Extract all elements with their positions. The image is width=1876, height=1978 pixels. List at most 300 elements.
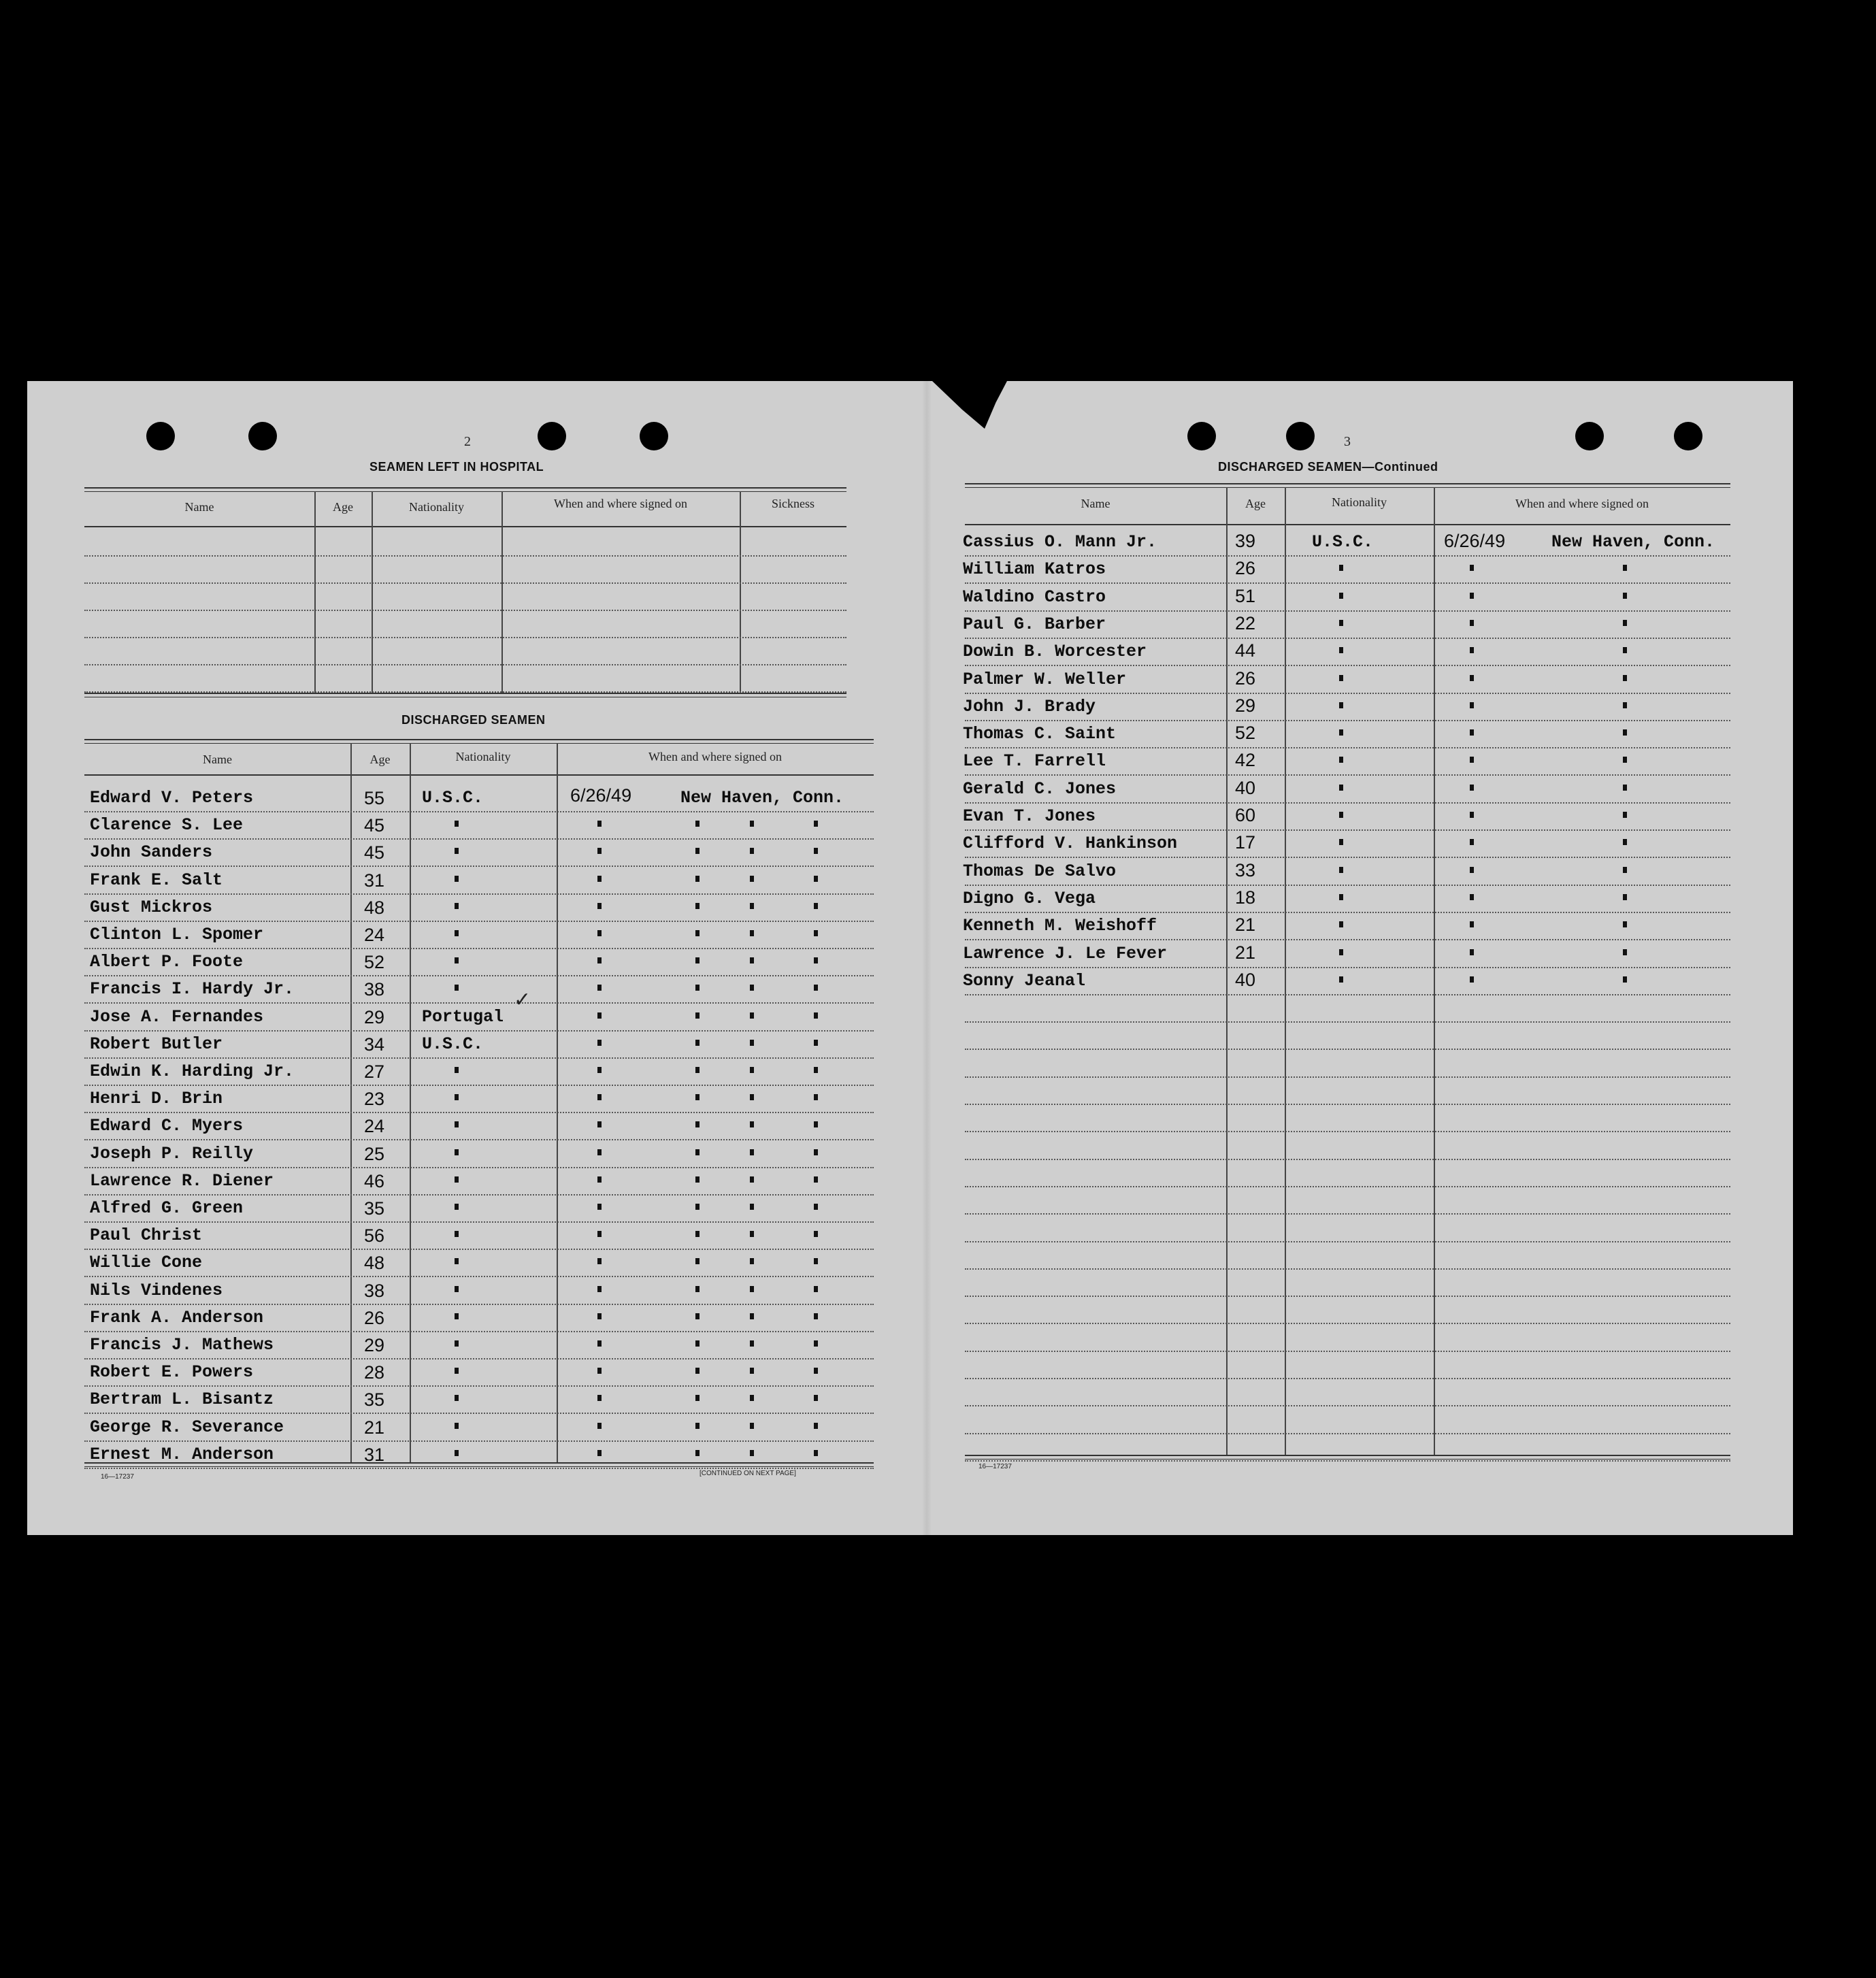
hospital-col-divider <box>372 491 373 693</box>
seaman-name: Paul Christ <box>90 1225 203 1246</box>
ditto-mark <box>1339 647 1343 653</box>
table-row-line <box>965 1049 1730 1050</box>
seaman-name: Sonny Jeanal <box>963 970 1086 991</box>
ditto-mark <box>814 848 818 854</box>
seaman-name: Nils Vindenes <box>90 1280 223 1300</box>
page-fold <box>922 381 932 1535</box>
table-row-line <box>965 939 1730 940</box>
discharged-col-name: Name <box>203 753 232 766</box>
seaman-age: 21 <box>364 1417 385 1438</box>
ditto-mark <box>814 876 818 882</box>
seaman-name: Alfred G. Green <box>90 1198 244 1218</box>
discharged-col-age: Age <box>369 753 391 766</box>
signed-on-date: 6/26/49 <box>1444 531 1506 551</box>
ditto-mark <box>1623 729 1627 736</box>
ditto-mark <box>455 1313 459 1319</box>
seaman-name: Gerald C. Jones <box>963 778 1117 799</box>
hospital-col-age: Age <box>333 500 353 514</box>
discharged-continued-title: DISCHARGED SEAMEN—Continued <box>1218 460 1438 474</box>
ditto-mark <box>814 1286 818 1292</box>
ditto-mark <box>695 1121 700 1127</box>
ditto-mark <box>750 1258 754 1264</box>
seaman-age: 38 <box>364 1280 385 1301</box>
table-row-line <box>84 811 874 812</box>
ditto-mark <box>455 1450 459 1456</box>
ditto-mark <box>597 1040 602 1046</box>
seaman-age: 56 <box>364 1225 385 1247</box>
table-row-line <box>84 838 874 840</box>
ditto-mark <box>695 1204 700 1210</box>
seaman-name: Joseph P. Reilly <box>90 1143 254 1164</box>
ditto-mark <box>597 1450 602 1456</box>
seaman-age: 38 <box>364 979 385 1000</box>
ditto-mark <box>597 821 602 827</box>
seaman-age: 40 <box>1235 777 1256 798</box>
ditto-mark <box>1470 949 1474 955</box>
table-row-line <box>965 1296 1730 1297</box>
seaman-name: Frank E. Salt <box>90 870 223 890</box>
seaman-nationality: U.S.C. <box>422 1034 484 1054</box>
table-row-line <box>965 912 1730 913</box>
punch-hole <box>1286 422 1315 450</box>
ditto-mark <box>597 848 602 854</box>
hospital-col-nationality: Nationality <box>409 500 464 514</box>
signed-on-date: 6/26/49 <box>570 785 632 806</box>
table-row-line <box>84 1002 874 1004</box>
hospital-col-sickness: Sickness <box>772 497 814 510</box>
seaman-name: Evan T. Jones <box>963 806 1096 826</box>
ditto-mark <box>1339 976 1343 983</box>
ditto-mark <box>1470 894 1474 900</box>
ditto-mark <box>814 1067 818 1073</box>
ditto-mark <box>750 1204 754 1210</box>
table-row-line <box>965 747 1730 748</box>
ditto-mark <box>750 1121 754 1127</box>
hospital-col-divider <box>314 491 316 693</box>
punch-hole <box>538 422 566 450</box>
table-row-line <box>965 1405 1730 1406</box>
discharged-section-title: DISCHARGED SEAMEN <box>401 713 546 727</box>
ditto-mark <box>1470 839 1474 845</box>
ditto-mark <box>1339 757 1343 763</box>
right-col-divider <box>1434 487 1435 1455</box>
seaman-age: 29 <box>364 1006 385 1027</box>
right-table-bottom-rule <box>965 1455 1730 1460</box>
ditto-mark <box>597 1149 602 1155</box>
ditto-mark <box>814 1368 818 1374</box>
hospital-row-line <box>84 555 846 557</box>
seaman-name: Kenneth M. Weishoff <box>963 916 1157 936</box>
discharged-col-divider <box>410 743 411 1462</box>
seaman-age: 44 <box>1235 640 1256 661</box>
document-sheet <box>27 381 1793 1535</box>
ditto-mark <box>750 1176 754 1183</box>
ditto-mark <box>1339 894 1343 900</box>
ditto-mark <box>1470 565 1474 571</box>
punch-hole <box>1575 422 1604 450</box>
ditto-mark <box>1623 839 1627 845</box>
ditto-mark <box>695 1450 700 1456</box>
right-col-divider <box>1226 487 1228 1455</box>
seaman-name: Gust Mickros <box>90 897 213 917</box>
ditto-mark <box>814 957 818 963</box>
discharged-header-rule <box>84 774 874 776</box>
seaman-age: 29 <box>1235 695 1256 716</box>
ditto-mark <box>695 1368 700 1374</box>
ditto-mark <box>750 903 754 909</box>
ditto-mark <box>1470 729 1474 736</box>
ditto-mark <box>814 930 818 936</box>
seaman-name: Francis I. Hardy Jr. <box>90 979 295 1000</box>
discharged-col-divider <box>557 743 558 1462</box>
table-row-line <box>84 1057 874 1059</box>
ditto-mark <box>750 876 754 882</box>
ditto-mark <box>750 1067 754 1073</box>
hospital-col-divider <box>740 491 741 693</box>
seaman-age: 40 <box>1235 969 1256 990</box>
ditto-mark <box>814 1121 818 1127</box>
ditto-mark <box>597 1340 602 1347</box>
ditto-mark <box>597 1121 602 1127</box>
punch-hole <box>248 422 277 450</box>
ditto-mark <box>1470 702 1474 708</box>
table-row-line <box>965 1104 1730 1105</box>
ditto-mark <box>1339 729 1343 736</box>
seaman-name: Cassius O. Mann Jr. <box>963 532 1157 552</box>
ditto-mark <box>1623 647 1627 653</box>
right-table-top-rule <box>965 483 1730 488</box>
table-row-line <box>965 1021 1730 1023</box>
ditto-mark <box>455 1176 459 1183</box>
ditto-mark <box>597 1423 602 1429</box>
ditto-mark <box>1623 757 1627 763</box>
ditto-mark <box>750 1012 754 1019</box>
ditto-mark <box>1623 976 1627 983</box>
ditto-mark <box>750 1313 754 1319</box>
ditto-mark <box>455 1286 459 1292</box>
table-row-line <box>965 1213 1730 1215</box>
ditto-mark <box>455 821 459 827</box>
seaman-age: 26 <box>364 1307 385 1328</box>
ditto-mark <box>750 1094 754 1100</box>
table-row-line <box>84 1440 874 1442</box>
ditto-mark <box>455 1149 459 1155</box>
ditto-mark <box>695 1258 700 1264</box>
ditto-mark <box>597 1231 602 1237</box>
page-number-right: 3 <box>1344 434 1351 449</box>
ditto-mark <box>455 876 459 882</box>
hospital-table-bottom-rule <box>84 693 846 697</box>
seaman-name: Edwin K. Harding Jr. <box>90 1061 295 1081</box>
table-row-line <box>965 638 1730 639</box>
ditto-mark <box>750 1423 754 1429</box>
seaman-age: 51 <box>1235 585 1256 606</box>
ditto-mark <box>1470 675 1474 681</box>
seaman-age: 34 <box>364 1034 385 1055</box>
seaman-name: Francis J. Mathews <box>90 1335 274 1355</box>
hospital-col-name: Name <box>184 500 214 514</box>
table-row-line <box>965 829 1730 831</box>
ditto-mark <box>1470 593 1474 599</box>
table-row-line <box>84 1413 874 1414</box>
seaman-age: 39 <box>1235 531 1256 551</box>
seaman-age: 27 <box>364 1061 385 1082</box>
punch-hole <box>640 422 668 450</box>
discharged-col-signed-on: When and where signed on <box>648 750 782 763</box>
ditto-mark <box>597 1204 602 1210</box>
ditto-mark <box>1470 785 1474 791</box>
seaman-name: Waldino Castro <box>963 587 1106 607</box>
ditto-mark <box>814 821 818 827</box>
check-mark: ✓ <box>514 988 531 1011</box>
ditto-mark <box>1470 757 1474 763</box>
seaman-name: Robert Butler <box>90 1034 223 1054</box>
ditto-mark <box>750 848 754 854</box>
ditto-mark <box>1623 785 1627 791</box>
table-row-line <box>965 885 1730 886</box>
ditto-mark <box>695 930 700 936</box>
table-row-line <box>965 1323 1730 1324</box>
ditto-mark <box>1623 949 1627 955</box>
ditto-mark <box>1623 702 1627 708</box>
ditto-mark <box>695 1340 700 1347</box>
ditto-mark <box>695 957 700 963</box>
seaman-age: 60 <box>1235 805 1256 825</box>
seaman-age: 25 <box>364 1143 385 1164</box>
right-col-divider <box>1285 487 1286 1455</box>
ditto-mark <box>814 1423 818 1429</box>
table-row-line <box>965 1460 1730 1462</box>
table-row-line <box>84 1468 874 1469</box>
ditto-mark <box>455 1340 459 1347</box>
seaman-name: Bertram L. Bisantz <box>90 1389 274 1410</box>
seaman-nationality: Portugal <box>422 1006 504 1027</box>
ditto-mark <box>1623 620 1627 626</box>
ditto-mark <box>597 1313 602 1319</box>
seaman-age: 48 <box>364 897 385 918</box>
table-row-line <box>965 774 1730 776</box>
hospital-col-divider <box>501 491 503 693</box>
seaman-name: George R. Severance <box>90 1417 284 1437</box>
table-row-line <box>84 948 874 949</box>
ditto-mark <box>695 1231 700 1237</box>
table-row-line <box>84 1221 874 1223</box>
table-row-line <box>84 1112 874 1113</box>
table-row-line <box>965 967 1730 968</box>
table-row-line <box>84 1030 874 1032</box>
ditto-mark <box>1623 921 1627 927</box>
ditto-mark <box>597 876 602 882</box>
ditto-mark <box>597 1286 602 1292</box>
ditto-mark <box>750 957 754 963</box>
seaman-name: Thomas De Salvo <box>963 861 1117 881</box>
seaman-age: 26 <box>1235 558 1256 579</box>
seaman-age: 48 <box>364 1253 385 1274</box>
ditto-mark <box>1339 702 1343 708</box>
seaman-name: Robert E. Powers <box>90 1362 254 1383</box>
seaman-name: Lawrence J. Le Fever <box>963 943 1168 963</box>
table-row-line <box>84 1249 874 1250</box>
hospital-row-line <box>84 637 846 638</box>
table-row-line <box>965 857 1730 858</box>
ditto-mark <box>1470 867 1474 873</box>
table-row-line <box>965 1241 1730 1242</box>
table-row-line <box>965 665 1730 666</box>
seaman-age: 18 <box>1235 887 1256 908</box>
ditto-mark <box>597 1258 602 1264</box>
ditto-mark <box>1470 921 1474 927</box>
ditto-mark <box>1623 867 1627 873</box>
seaman-name: Frank A. Anderson <box>90 1307 264 1328</box>
ditto-mark <box>1339 839 1343 845</box>
ditto-mark <box>814 1258 818 1264</box>
seaman-name: Dowin B. Worcester <box>963 642 1147 662</box>
seaman-name: Jose A. Fernandes <box>90 1006 264 1027</box>
seaman-name: Clinton L. Spomer <box>90 925 264 944</box>
seaman-age: 21 <box>1235 914 1256 936</box>
ditto-mark <box>1623 812 1627 818</box>
seaman-age: 45 <box>364 815 385 836</box>
ditto-mark <box>455 985 459 991</box>
ditto-mark <box>814 1012 818 1019</box>
ditto-mark <box>750 1040 754 1046</box>
ditto-mark <box>455 930 459 936</box>
ditto-mark <box>455 903 459 909</box>
table-row-line <box>84 1167 874 1168</box>
seaman-name: Digno G. Vega <box>963 888 1096 908</box>
ditto-mark <box>695 903 700 909</box>
ditto-mark <box>814 1149 818 1155</box>
ditto-mark <box>695 1313 700 1319</box>
table-row-line <box>965 1159 1730 1160</box>
table-row-line <box>965 1351 1730 1352</box>
seaman-age: 29 <box>364 1335 385 1355</box>
hospital-row-line <box>84 664 846 665</box>
table-row-line <box>965 1433 1730 1434</box>
continued-note: [CONTINUED ON NEXT PAGE] <box>700 1470 796 1477</box>
ditto-mark <box>695 848 700 854</box>
ditto-mark <box>597 985 602 991</box>
right-col-name: Name <box>1081 497 1110 510</box>
ditto-mark <box>814 903 818 909</box>
seaman-nationality: U.S.C. <box>1312 532 1374 552</box>
ditto-mark <box>750 1231 754 1237</box>
table-row-line <box>84 1358 874 1359</box>
seaman-age: 22 <box>1235 612 1256 633</box>
ditto-mark <box>455 1368 459 1374</box>
ditto-mark <box>455 1231 459 1237</box>
table-row-line <box>84 1385 874 1387</box>
ditto-mark <box>750 1368 754 1374</box>
ditto-mark <box>814 1313 818 1319</box>
ditto-mark <box>750 1395 754 1401</box>
ditto-mark <box>455 1423 459 1429</box>
hospital-row-line <box>84 691 846 693</box>
ditto-mark <box>695 821 700 827</box>
ditto-mark <box>1623 894 1627 900</box>
ditto-mark <box>814 1040 818 1046</box>
ditto-mark <box>814 1176 818 1183</box>
seaman-age: 42 <box>1235 750 1256 771</box>
punch-hole <box>1187 422 1216 450</box>
table-row-line <box>965 720 1730 721</box>
signed-on-place: New Haven, Conn. <box>680 788 844 808</box>
paper-tear <box>932 381 1007 429</box>
ditto-mark <box>455 1204 459 1210</box>
seaman-age: 31 <box>364 1444 385 1465</box>
seaman-age: 21 <box>1235 942 1256 963</box>
ditto-mark <box>814 1204 818 1210</box>
table-row-line <box>965 1268 1730 1270</box>
table-row-line <box>84 1139 874 1140</box>
right-col-nationality: Nationality <box>1332 495 1387 509</box>
table-row-line <box>84 1304 874 1305</box>
seaman-name: Edward V. Peters <box>90 788 254 808</box>
ditto-mark <box>750 1286 754 1292</box>
seaman-age: 35 <box>364 1389 385 1411</box>
ditto-mark <box>597 957 602 963</box>
ditto-mark <box>750 1450 754 1456</box>
ditto-mark <box>814 1231 818 1237</box>
ditto-mark <box>695 1149 700 1155</box>
table-row-line <box>965 1076 1730 1078</box>
ditto-mark <box>695 1067 700 1073</box>
right-header-rule <box>965 524 1730 525</box>
ditto-mark <box>750 821 754 827</box>
ditto-mark <box>597 1368 602 1374</box>
hospital-header-rule <box>84 526 846 527</box>
form-number-right: 16—17237 <box>978 1463 1012 1470</box>
seaman-age: 17 <box>1235 832 1256 853</box>
punch-hole <box>146 422 175 450</box>
table-row-line <box>84 921 874 922</box>
ditto-mark <box>1470 812 1474 818</box>
form-number-left: 16—17237 <box>101 1473 134 1481</box>
ditto-mark <box>597 1094 602 1100</box>
seaman-name: Lawrence R. Diener <box>90 1170 274 1191</box>
ditto-mark <box>1339 593 1343 599</box>
ditto-mark <box>1623 675 1627 681</box>
ditto-mark <box>597 1176 602 1183</box>
hospital-col-signed-on: When and where signed on <box>554 497 687 510</box>
seaman-name: Lee T. Farrell <box>963 751 1106 772</box>
seaman-name: Henri D. Brin <box>90 1089 223 1109</box>
ditto-mark <box>1339 867 1343 873</box>
right-col-signed-on: When and where signed on <box>1515 497 1649 510</box>
ditto-mark <box>455 1094 459 1100</box>
ditto-mark <box>695 1040 700 1046</box>
ditto-mark <box>695 1176 700 1183</box>
ditto-mark <box>814 985 818 991</box>
seaman-age: 45 <box>364 842 385 863</box>
ditto-mark <box>814 1395 818 1401</box>
ditto-mark <box>814 1094 818 1100</box>
ditto-mark <box>695 1094 700 1100</box>
ditto-mark <box>695 1395 700 1401</box>
ditto-mark <box>455 1121 459 1127</box>
ditto-mark <box>1339 812 1343 818</box>
hospital-table-top-rule <box>84 487 846 492</box>
ditto-mark <box>695 1423 700 1429</box>
seaman-name: Paul G. Barber <box>963 614 1106 634</box>
ditto-mark <box>1339 675 1343 681</box>
seaman-age: 24 <box>364 1116 385 1137</box>
table-row-line <box>965 693 1730 694</box>
punch-hole <box>1674 422 1702 450</box>
table-row-line <box>84 1331 874 1332</box>
seaman-nationality: U.S.C. <box>422 788 484 808</box>
seaman-name: Clifford V. Hankinson <box>963 834 1178 854</box>
